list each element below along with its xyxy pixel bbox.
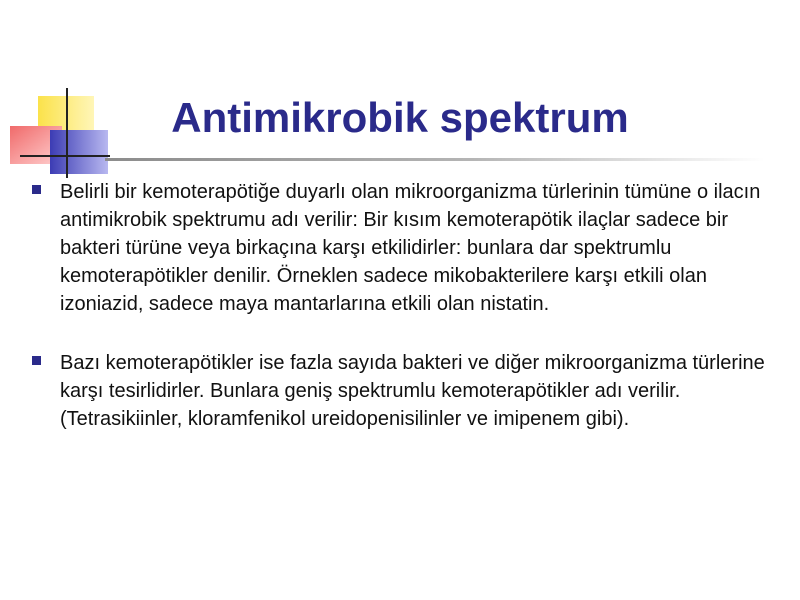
bullet-text: Bazı kemoterapötikler ise fazla sayıda bakteri ve diğer mikroorganizma türlerine karşı tesirlidirler. Bunlara geniş spektrumlu kemoterapötikler adı verilir. (Tetrasikiinler, kloramfenikol ureidopenisilinler ve imipenem gibi). (60, 352, 765, 430)
bullet-text: Belirli bir kemoterapötiğe duyarlı olan mikroorganizma türlerinin tümüne o ilacın antimikrobik spektrumu adı verilir: Bir kısım kemoterapötik ilaçlar sadece bir bakteri türüne veya birkaçına karşı etkilidirler: bunlara dar spektrumlu kemoterapötikler denilir. Örneklen sadece mikobakterilere karşı etkili olan izoniazid, sadece maya mantarlarına etkili olan nistatin. (60, 181, 761, 315)
decorative-squares-logo (0, 0, 120, 180)
square-bullet-icon (32, 185, 41, 194)
bullet-item (30, 178, 780, 318)
bullet-item (30, 349, 780, 433)
slide-title: Antimikrobik spektrum (171, 94, 629, 141)
title-divider (105, 158, 765, 161)
square-bullet-icon (32, 356, 41, 365)
blue-square (50, 130, 108, 174)
bullet-list (30, 178, 780, 464)
